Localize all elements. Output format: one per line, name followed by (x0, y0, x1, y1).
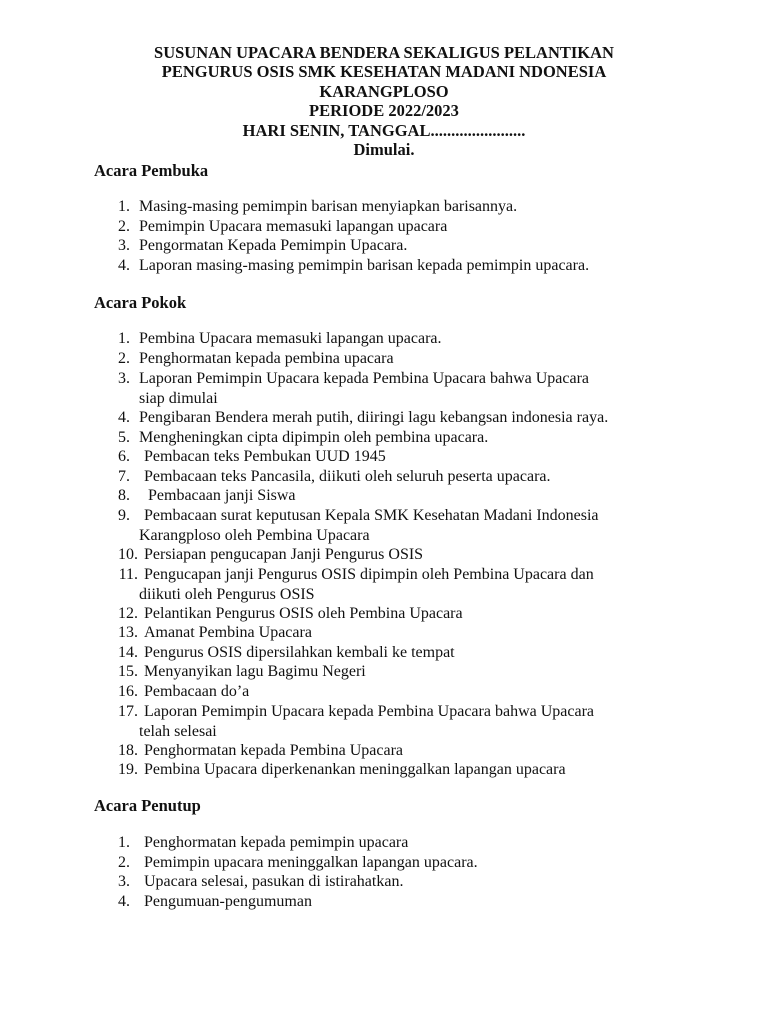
item-text-line-2: telah selesai (139, 722, 217, 740)
title-line-4: PERIODE 2022/2023 (309, 101, 459, 121)
item-number: 9. (118, 507, 130, 524)
item-number: 4. (118, 893, 130, 910)
item-number: 18. (118, 742, 138, 759)
item-text: Pemimpin upacara meninggalkan lapangan upacara. (144, 854, 478, 871)
item-text: Upacara selesai, pasukan di istirahatkan. (144, 873, 404, 890)
item-number: 13. (118, 624, 138, 641)
title-line-6: Dimulai. (353, 140, 415, 160)
title-line-5: HARI SENIN, TANGGAL....................... (242, 120, 526, 140)
title-line-3: KARANGPLOSO (319, 81, 449, 101)
item-text (139, 702, 594, 741)
title-line-1: SUSUNAN UPACARA BENDERA SEKALIGUS PELANTIKAN (154, 43, 614, 62)
section-heading-pokok: Acara Pokok (94, 293, 187, 312)
item-number: 12. (118, 605, 138, 622)
item-text: Penghormatan kepada pemimpin upacara (144, 834, 409, 851)
item-number: 11. (118, 566, 138, 583)
item-text: Pengurus OSIS dipersilahkan kembali ke tempat (144, 644, 455, 661)
item-text: Pengibaran Bendera merah putih, diiringi lagu kebangsan indonesia raya. (139, 409, 609, 426)
item-number: 3. (118, 873, 130, 890)
item-text-line-2: diikuti oleh Pengurus OSIS (139, 585, 315, 603)
item-text: Penghormatan kepada Pembina Upacara (144, 742, 404, 759)
item-text-line-2: Karangploso oleh Pembina Upacara (139, 526, 370, 544)
item-number: 3. (118, 237, 130, 254)
item-number: 1. (118, 330, 130, 347)
item-number: 4. (118, 409, 130, 426)
item-number: 17. (118, 703, 138, 720)
item-text: Pembina Upacara diperkenankan meninggalkan lapangan upacara (144, 761, 566, 778)
item-text: Mengheningkan cipta dipimpin oleh pembina upacara. (139, 429, 489, 446)
item-text-line-1: Laporan Pemimpin Upacara kepada Pembina Upacara bahwa Upacara (144, 703, 595, 720)
item-text: Persiapan pengucapan Janji Pengurus OSIS (144, 546, 424, 563)
item-text: Pelantikan Pengurus OSIS oleh Pembina Upacara (144, 605, 463, 622)
item-text: Pengormatan Kepada Pemimpin Upacara. (139, 237, 408, 254)
item-text-line-2: siap dimulai (139, 389, 218, 407)
item-number: 7. (118, 468, 130, 485)
item-text: Laporan masing-masing pemimpin barisan kepada pemimpin upacara. (139, 257, 590, 274)
item-number: 1. (118, 834, 130, 851)
item-text: Pembacaan teks Pancasila, diikuti oleh seluruh peserta upacara. (144, 468, 551, 485)
item-number: 3. (118, 370, 130, 387)
item-number: 2. (118, 350, 130, 367)
item-number: 1. (118, 198, 130, 215)
item-text: Masing-masing pemimpin barisan menyiapkan barisannya. (139, 198, 518, 215)
item-text-line-1: Pembacaan surat keputusan Kepala SMK Kesehatan Madani Indonesia (144, 507, 599, 524)
item-text: Pemimpin Upacara memasuki lapangan upacara (139, 218, 448, 235)
item-text: Menyanyikan lagu Bagimu Negeri (144, 663, 366, 680)
section-heading-pembuka: Acara Pembuka (94, 161, 209, 180)
item-number: 4. (118, 257, 130, 274)
item-text (139, 369, 589, 408)
item-text (139, 506, 599, 545)
document-title (0, 43, 768, 159)
item-number: 2. (118, 854, 130, 871)
item-number: 15. (118, 663, 138, 680)
item-number: 10. (118, 546, 138, 563)
item-text: Amanat Pembina Upacara (144, 624, 312, 641)
item-number: 19. (118, 761, 138, 778)
item-text: Penghormatan kepada pembina upacara (139, 350, 394, 367)
item-text: Pembacaan do’a (144, 683, 250, 700)
item-text: Pembina Upacara memasuki lapangan upacara. (139, 330, 442, 347)
item-text: Pembacaan janji Siswa (148, 487, 296, 504)
item-number: 14. (118, 644, 138, 661)
section-heading-penutup: Acara Penutup (94, 796, 201, 815)
title-line-2: PENGURUS OSIS SMK KESEHATAN MADANI NDONESIA (161, 62, 607, 82)
item-number: 2. (118, 218, 130, 235)
item-text: Pembacan teks Pembukan UUD 1945 (144, 448, 386, 465)
item-text-line-1: Pengucapan janji Pengurus OSIS dipimpin oleh Pembina Upacara dan (144, 566, 594, 583)
item-number: 6. (118, 448, 130, 465)
item-text (139, 565, 594, 604)
item-number: 8. (118, 487, 130, 504)
item-text: Pengumuan-pengumuman (144, 893, 312, 910)
item-number: 16. (118, 683, 138, 700)
item-text-line-1: Laporan Pemimpin Upacara kepada Pembina Upacara bahwa Upacara (139, 370, 590, 387)
item-number: 5. (118, 429, 130, 446)
